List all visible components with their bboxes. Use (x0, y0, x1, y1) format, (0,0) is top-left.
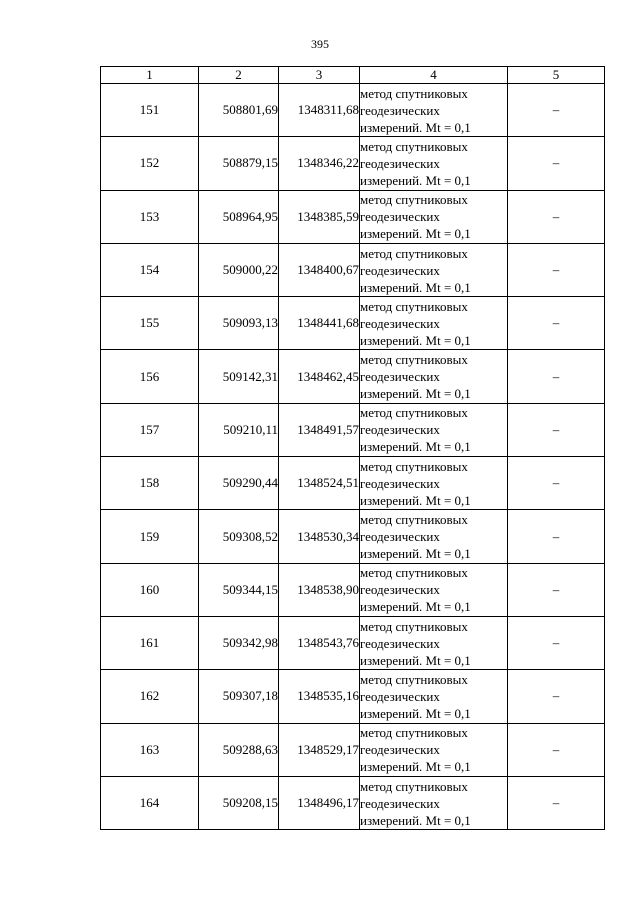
method-text-line: геодезических (360, 582, 440, 598)
method-cell (360, 403, 508, 456)
method-cell (360, 670, 508, 723)
table-row (101, 137, 605, 190)
point-number-cell: 157 (101, 403, 199, 456)
method-text-line: метод спутниковых (360, 458, 468, 474)
column-header: 5 (508, 67, 605, 84)
x-coordinate-cell: 508801,69 (199, 84, 279, 137)
point-number-cell: 163 (101, 723, 199, 776)
method-text-line: измерений. Mt = 0,1 (360, 172, 471, 188)
y-coordinate-cell: 1348538,90 (279, 563, 360, 616)
x-coordinate-cell: 509342,98 (199, 616, 279, 669)
method-text-line: геодезических (360, 102, 440, 118)
empty-value-cell: – (508, 243, 605, 296)
x-coordinate-cell: 508964,95 (199, 190, 279, 243)
empty-value-cell: – (508, 350, 605, 403)
method-cell (360, 84, 508, 137)
method-text-line: измерений. Mt = 0,1 (360, 599, 471, 615)
method-text-line: геодезических (360, 635, 440, 651)
method-text-line: измерений. Mt = 0,1 (360, 652, 471, 668)
point-number-cell: 152 (101, 137, 199, 190)
column-header: 1 (101, 67, 199, 84)
table-row (101, 403, 605, 456)
method-text-line: геодезических (360, 475, 440, 491)
method-cell (360, 723, 508, 776)
method-text-line: измерений. Mt = 0,1 (360, 812, 471, 828)
method-text-line: метод спутниковых (360, 725, 468, 741)
point-number-cell: 159 (101, 510, 199, 563)
empty-value-cell: – (508, 190, 605, 243)
point-number-cell: 161 (101, 616, 199, 669)
y-coordinate-cell: 1348543,76 (279, 616, 360, 669)
method-cell (360, 190, 508, 243)
method-cell (360, 563, 508, 616)
x-coordinate-cell: 509210,11 (199, 403, 279, 456)
method-text-line: геодезических (360, 795, 440, 811)
method-text-line: измерений. Mt = 0,1 (360, 226, 471, 242)
x-coordinate-cell: 509307,18 (199, 670, 279, 723)
empty-value-cell: – (508, 670, 605, 723)
empty-value-cell: – (508, 457, 605, 510)
y-coordinate-cell: 1348491,57 (279, 403, 360, 456)
method-text-line: метод спутниковых (360, 245, 468, 261)
x-coordinate-cell: 509288,63 (199, 723, 279, 776)
empty-value-cell: – (508, 776, 605, 829)
x-coordinate-cell: 509093,13 (199, 297, 279, 350)
y-coordinate-cell: 1348385,59 (279, 190, 360, 243)
method-text-line: измерений. Mt = 0,1 (360, 546, 471, 562)
point-number-cell: 154 (101, 243, 199, 296)
method-cell (360, 243, 508, 296)
point-number-cell: 151 (101, 84, 199, 137)
method-text-line: метод спутниковых (360, 778, 468, 794)
method-text-line: метод спутниковых (360, 565, 468, 581)
method-cell (360, 457, 508, 510)
method-text-line: измерений. Mt = 0,1 (360, 279, 471, 295)
x-coordinate-cell: 509344,15 (199, 563, 279, 616)
empty-value-cell: – (508, 84, 605, 137)
point-number-cell: 153 (101, 190, 199, 243)
method-text-line: измерений. Mt = 0,1 (360, 439, 471, 455)
empty-value-cell: – (508, 616, 605, 669)
method-text-line: метод спутниковых (360, 192, 468, 208)
method-text-line: геодезических (360, 315, 440, 331)
method-text-line: измерений. Mt = 0,1 (360, 492, 471, 508)
empty-value-cell: – (508, 403, 605, 456)
empty-value-cell: – (508, 563, 605, 616)
empty-value-cell: – (508, 297, 605, 350)
table-row (101, 350, 605, 403)
coordinates-table (100, 66, 605, 830)
y-coordinate-cell: 1348462,45 (279, 350, 360, 403)
method-cell (360, 297, 508, 350)
table-row (101, 510, 605, 563)
method-text-line: метод спутниковых (360, 352, 468, 368)
x-coordinate-cell: 509308,52 (199, 510, 279, 563)
table-header-row (101, 67, 605, 84)
method-cell (360, 510, 508, 563)
column-header: 2 (199, 67, 279, 84)
method-cell (360, 616, 508, 669)
table-row (101, 563, 605, 616)
method-text-line: метод спутниковых (360, 512, 468, 528)
column-header: 3 (279, 67, 360, 84)
method-text-line: измерений. Mt = 0,1 (360, 386, 471, 402)
table-body (101, 84, 605, 830)
point-number-cell: 158 (101, 457, 199, 510)
point-number-cell: 160 (101, 563, 199, 616)
method-text-line: метод спутниковых (360, 138, 468, 154)
method-text-line: измерений. Mt = 0,1 (360, 332, 471, 348)
table-row (101, 457, 605, 510)
method-text-line: метод спутниковых (360, 85, 468, 101)
method-text-line: геодезических (360, 155, 440, 171)
method-text-line: геодезических (360, 422, 440, 438)
table-row (101, 243, 605, 296)
point-number-cell: 155 (101, 297, 199, 350)
x-coordinate-cell: 509208,15 (199, 776, 279, 829)
y-coordinate-cell: 1348529,17 (279, 723, 360, 776)
page-number: 395 (311, 37, 329, 51)
table-row (101, 190, 605, 243)
method-text-line: геодезических (360, 688, 440, 704)
table-row (101, 84, 605, 137)
y-coordinate-cell: 1348535,16 (279, 670, 360, 723)
empty-value-cell: – (508, 723, 605, 776)
table-row (101, 723, 605, 776)
table-row (101, 776, 605, 829)
table-row (101, 616, 605, 669)
method-text-line: метод спутниковых (360, 618, 468, 634)
y-coordinate-cell: 1348524,51 (279, 457, 360, 510)
method-text-line: геодезических (360, 742, 440, 758)
empty-value-cell: – (508, 137, 605, 190)
method-text-line: геодезических (360, 369, 440, 385)
y-coordinate-cell: 1348311,68 (279, 84, 360, 137)
method-cell (360, 776, 508, 829)
method-text-line: геодезических (360, 209, 440, 225)
table-row (101, 297, 605, 350)
point-number-cell: 164 (101, 776, 199, 829)
method-text-line: геодезических (360, 529, 440, 545)
method-text-line: измерений. Mt = 0,1 (360, 119, 471, 135)
y-coordinate-cell: 1348346,22 (279, 137, 360, 190)
method-cell (360, 137, 508, 190)
y-coordinate-cell: 1348530,34 (279, 510, 360, 563)
method-text-line: метод спутниковых (360, 405, 468, 421)
x-coordinate-cell: 508879,15 (199, 137, 279, 190)
y-coordinate-cell: 1348496,17 (279, 776, 360, 829)
x-coordinate-cell: 509142,31 (199, 350, 279, 403)
method-text-line: метод спутниковых (360, 671, 468, 687)
point-number-cell: 156 (101, 350, 199, 403)
method-text-line: метод спутниковых (360, 298, 468, 314)
point-number-cell: 162 (101, 670, 199, 723)
method-text-line: измерений. Mt = 0,1 (360, 705, 471, 721)
x-coordinate-cell: 509000,22 (199, 243, 279, 296)
y-coordinate-cell: 1348400,67 (279, 243, 360, 296)
method-cell (360, 350, 508, 403)
empty-value-cell: – (508, 510, 605, 563)
method-text-line: геодезических (360, 262, 440, 278)
table-row (101, 670, 605, 723)
method-text-line: измерений. Mt = 0,1 (360, 759, 471, 775)
column-header: 4 (360, 67, 508, 84)
y-coordinate-cell: 1348441,68 (279, 297, 360, 350)
x-coordinate-cell: 509290,44 (199, 457, 279, 510)
